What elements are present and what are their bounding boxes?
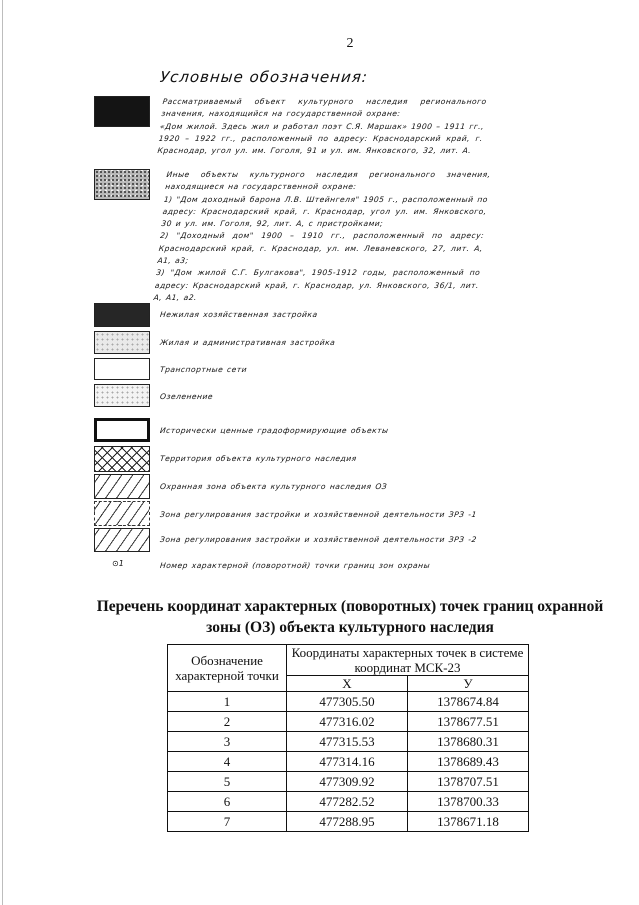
- legend-main-object-line-1: Рассматриваемый объект культурного наследия регионального значения, находящийся на государственной охране:: [160, 97, 488, 119]
- header-coords-label: Координаты характерных точек в системе координат МСК-23: [287, 645, 529, 676]
- cell-x: 477314.16: [287, 752, 408, 772]
- cell-y: 1378677.51: [408, 712, 529, 732]
- table-row: [168, 732, 529, 752]
- page-number: 2: [346, 36, 354, 51]
- table-row: [168, 812, 529, 832]
- cell-y: 1378707.51: [408, 772, 529, 792]
- legend-other-objects-line-2: 1) "Дом доходный барона Л.В. Штейнгеля" 1905 г., расположенный по адресу: Краснодарский край, г. Краснодар, угол ул. им. Янковского, 30 и ул. им. Гоголя, 92, лит. А, с пристройками;: [160, 194, 489, 229]
- legend-swatch-greenery: [94, 384, 150, 407]
- legend-swatch-territory: [94, 446, 150, 472]
- cell-y: 1378700.33: [408, 792, 529, 812]
- legend-swatch-protection-zone: [94, 474, 150, 499]
- cell-point: 3: [168, 732, 287, 752]
- header-x: X: [287, 676, 408, 692]
- legend-label-territory: Территория объекта культурного наследия: [159, 454, 358, 463]
- legend-label-protection-zone: Охранная зона объекта культурного наследия ОЗ: [159, 482, 388, 491]
- point-number-symbol: ⊙1: [112, 559, 124, 568]
- legend-swatch-transport: [94, 358, 150, 380]
- table-row: [168, 712, 529, 732]
- cell-x: 477315.53: [287, 732, 408, 752]
- table-row: [168, 772, 529, 792]
- legend-swatch-residential: [94, 331, 150, 354]
- legend-swatch-zrz1: [94, 501, 150, 526]
- table-row: [168, 692, 529, 712]
- legend-label-historic: Исторически ценные градоформирующие объекты: [159, 426, 389, 435]
- cell-point: 7: [168, 812, 287, 832]
- table-row: [168, 752, 529, 772]
- legend-other-objects-line-3: 2) "Доходный дом" 1900 – 1910 гг., расположенный по адресу: Краснодарский край, г. Краснодар, ул. им. Леваневского, 27, лит. А, А1, а3;: [157, 231, 485, 266]
- cell-x: 477282.52: [287, 792, 408, 812]
- page-edge-line: [2, 0, 3, 905]
- legend-swatch-zrz2: [94, 528, 150, 552]
- cell-point: 2: [168, 712, 287, 732]
- cell-y: 1378671.18: [408, 812, 529, 832]
- legend-swatch-main-object: [94, 96, 150, 127]
- coords-table-title: Перечень координат характерных (поворотных) точек границ охранной зоны (ОЗ) объекта культурного наследия: [96, 598, 604, 636]
- legend-label-residential: Жилая и административная застройка: [159, 338, 336, 347]
- legend-swatch-non-residential: [94, 303, 150, 327]
- legend-other-objects-line-1: Иные объекты культурного наследия регионального значения, находящиеся на государственной охране:: [164, 170, 492, 192]
- header-y: У: [408, 676, 529, 692]
- legend-label-greenery: Озеленение: [159, 392, 214, 401]
- cell-x: 477305.50: [287, 692, 408, 712]
- legend-label-zrz2: Зона регулирования застройки и хозяйственной деятельности ЗРЗ -2: [159, 535, 478, 544]
- legend-title: Условные обозначения:: [159, 68, 369, 86]
- cell-x: 477288.95: [287, 812, 408, 832]
- legend-label-point-number: Номер характерной (поворотной) точки границ зон охраны: [159, 561, 431, 570]
- cell-point: 6: [168, 792, 287, 812]
- cell-x: 477309.92: [287, 772, 408, 792]
- cell-point: 5: [168, 772, 287, 792]
- legend-text-other-objects: [153, 169, 491, 304]
- cell-point: 4: [168, 752, 287, 772]
- cell-x: 477316.02: [287, 712, 408, 732]
- legend-label-zrz1: Зона регулирования застройки и хозяйственной деятельности ЗРЗ -1: [159, 510, 478, 519]
- cell-y: 1378680.31: [408, 732, 529, 752]
- cell-y: 1378689.43: [408, 752, 529, 772]
- legend-text-main-object: [157, 96, 487, 157]
- legend-main-object-line-2: «Дом жилой. Здесь жил и работал поэт С.Я. Маршак» 1900 – 1911 гг., 1920 – 1922 гг., расположенный по адресу: Краснодарский край, г. Краснодар, угол ул. им. Гоголя, 91 и ул. им. Янковского, 32, лит. А.: [157, 121, 485, 156]
- legend-other-objects-line-4: 3) "Дом жилой С.Г. Булгакова", 1905-1912 годы, расположенный по адресу: Краснодарский край, г. Краснодар, ул. Янковского, 36/1, лит. А, А1, а2.: [153, 268, 481, 302]
- legend-swatch-historic: [94, 418, 150, 442]
- table-row: [168, 792, 529, 812]
- cell-point: 1: [168, 692, 287, 712]
- cell-y: 1378674.84: [408, 692, 529, 712]
- legend-swatch-other-objects: [94, 169, 150, 200]
- coords-table: [167, 644, 529, 832]
- header-point-label: Обозначение характерной точки: [168, 645, 287, 692]
- legend-label-transport: Транспортные сети: [159, 365, 248, 374]
- legend-label-non-residential: Нежилая хозяйственная застройка: [159, 310, 319, 319]
